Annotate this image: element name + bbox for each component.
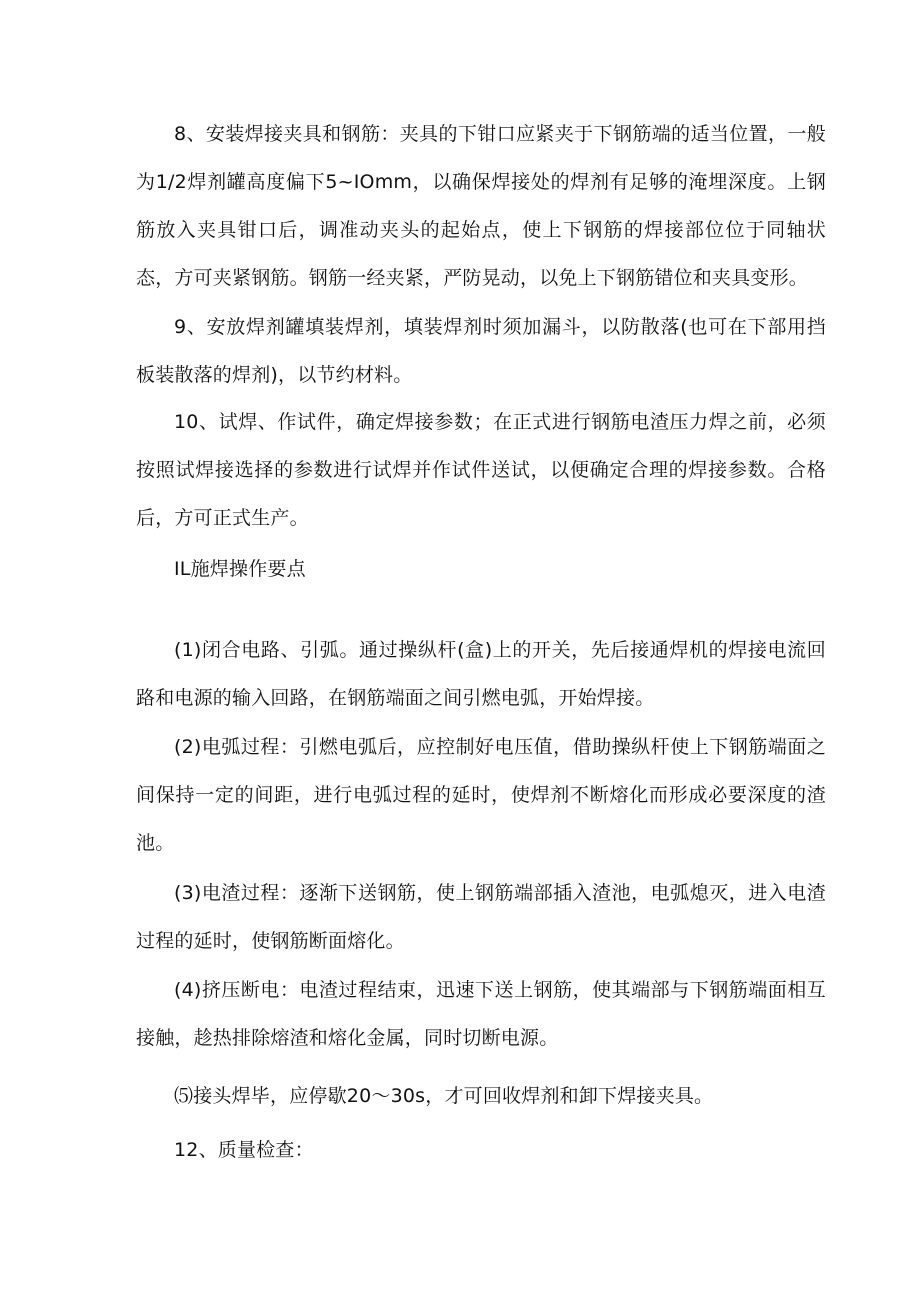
step-1-close-circuit: (1)闭合电路、引弧。通过操纵杆(盒)上的开关，先后接通焊机的焊接电流回路和电源的输入回路，在钢筋端面之间引燃电弧，开始焊接。	[136, 639, 826, 709]
step-2-arc-process: (2)电弧过程：引燃电弧后，应控制好电压值，借助操纵杆使上下钢筋端面之间保持一定的间距，进行电弧过程的延时，使焊剂不断熔化而形成必要深度的渣池。	[136, 736, 826, 854]
heading-11-welding-points: IL施焊操作要点	[174, 558, 306, 580]
step-3-electroslag-process: (3)电渣过程：逐渐下送钢筋，使上钢筋端部插入渣池，电弧熄灭，进入电渣过程的延时，使钢筋断面熔化。	[136, 882, 826, 952]
paragraph-8-clamp-install: 8、安装焊接夹具和钢筋：夹具的下钳口应紧夹于下钢筋端的适当位置，一般为1/2焊剂罐高度偏下5~IOmm，以确保焊接处的焊剂有足够的淹埋深度。上钢筋放入夹具钳口后，调准动夹头的起始点，使上下钢筋的焊接部位位于同轴状态，方可夹紧钢筋。钢筋一经夹紧，严防晃动，以免上下钢筋错位和夹具变形。	[136, 123, 826, 289]
heading-12-quality-check: 12、质量检查：	[174, 1139, 314, 1161]
step-4-press-power-off: (4)挤压断电：电渣过程结束，迅速下送上钢筋，使其端部与下钢筋端面相互接触，趁热排除熔渣和熔化金属，同时切断电源。	[136, 979, 826, 1049]
step-5-joint-finish: ⑸接头焊毕，应停歇20～30s，才可回收焊剂和卸下焊接夹具。	[174, 1085, 714, 1107]
paragraph-10-trial-weld: 10、试焊、作试件，确定焊接参数；在正式进行钢筋电渣压力焊之前，必须按照试焊接选择的参数进行试焊并作试件送试，以便确定合理的焊接参数。合格后，方可正式生产。	[136, 411, 826, 529]
paragraph-9-flux-tank: 9、安放焊剂罐填装焊剂，填装焊剂时须加漏斗，以防散落(也可在下部用挡板装散落的焊剂)，以节约材料。	[136, 316, 826, 386]
